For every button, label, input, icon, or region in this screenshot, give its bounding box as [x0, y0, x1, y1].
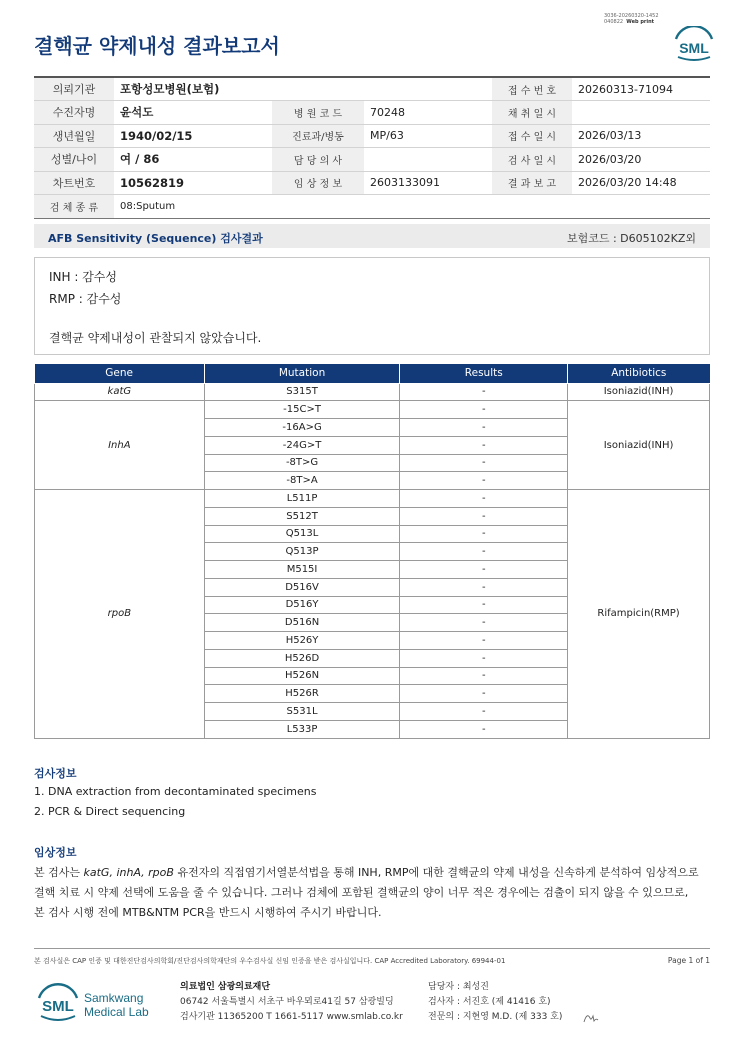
svg-text:SML: SML: [679, 40, 709, 56]
section-title: AFB Sensitivity (Sequence) 검사결과: [48, 232, 263, 245]
mutation-table: [34, 364, 710, 739]
svg-text:Samkwang: Samkwang: [84, 991, 144, 1005]
receipt-date: 2026/03/13: [572, 124, 710, 148]
mutation-cell: H526R: [204, 685, 400, 703]
label-requesting-org: 의뢰기관: [34, 77, 114, 101]
mutation-cell: Q513L: [204, 525, 400, 543]
result-cell: -: [400, 720, 568, 738]
test-info-item: 1. DNA extraction from decontaminated specimens: [34, 785, 317, 798]
result-cell: -: [400, 454, 568, 472]
org-name: 의료법인 삼광의료재단: [180, 982, 271, 992]
clinical-info-line: 본 검사 시행 전에 MTB&NTM PCR을 반드시 시행하여 주시기 바랍니다.: [34, 906, 382, 919]
result-report-date: 2026/03/20 14:48: [572, 171, 710, 195]
test-info-heading: 검사정보: [34, 767, 77, 780]
section-header: [34, 224, 710, 248]
result-cell: -: [400, 667, 568, 685]
sex-age: 여 / 86: [114, 148, 272, 172]
mutation-cell: L511P: [204, 490, 400, 508]
birth-date: 1940/02/15: [114, 124, 272, 148]
result-cell: -: [400, 632, 568, 650]
staff-info: [428, 980, 562, 1025]
label-physician: 담 당 의 사: [272, 148, 364, 172]
result-conclusion: 결핵균 약제내성이 관찰되지 않았습니다.: [49, 331, 262, 345]
test-date: 2026/03/20: [572, 148, 710, 172]
mutation-row: [35, 383, 710, 401]
report-title: 결핵균 약제내성 결과보고서: [34, 34, 280, 58]
page-number: Page 1 of 1: [667, 956, 710, 965]
mutation-cell: H526D: [204, 649, 400, 667]
hospital-code: 70248: [364, 101, 492, 125]
department: MP/63: [364, 124, 492, 148]
mutation-row: [35, 490, 710, 508]
mutation-cell: Q513P: [204, 543, 400, 561]
organization-info: [180, 980, 403, 1025]
label-receipt-no: 접 수 번 호: [492, 77, 572, 101]
result-cell: -: [400, 596, 568, 614]
physician: [364, 148, 492, 172]
label-test-date: 검 사 일 시: [492, 148, 572, 172]
mutation-table-body: [35, 383, 710, 738]
label-birth-date: 생년월일: [34, 124, 114, 148]
mutation-row: [35, 401, 710, 419]
gene-cell: katG: [35, 383, 205, 401]
insurance-code: 보험코드 : D605102KZ외: [566, 232, 696, 245]
label-clinical-info: 임 상 정 보: [272, 171, 364, 195]
mutation-cell: -8T>A: [204, 472, 400, 490]
label-chart-no: 차트번호: [34, 171, 114, 195]
collection-date: [572, 101, 710, 125]
result-cell: -: [400, 685, 568, 703]
header-results: Results: [400, 364, 568, 383]
inh-result: INH : 감수성: [49, 270, 117, 284]
result-cell: -: [400, 436, 568, 454]
mutation-cell: D516N: [204, 614, 400, 632]
result-cell: -: [400, 561, 568, 579]
label-sex-age: 성별/나이: [34, 148, 114, 172]
staff-specialist: 전문의 : 지현영 M.D. (제 333 호): [428, 1012, 563, 1022]
header-gene: Gene: [35, 364, 205, 383]
mutation-cell: H526N: [204, 667, 400, 685]
result-cell: -: [400, 649, 568, 667]
gene-cell: InhA: [35, 401, 205, 490]
mutation-cell: S315T: [204, 383, 400, 401]
requesting-org: 포항성모병원(보험): [114, 77, 492, 101]
mutation-cell: S512T: [204, 507, 400, 525]
test-info-item: 2. PCR & Direct sequencing: [34, 805, 186, 818]
label-result-report: 결 과 보 고: [492, 171, 572, 195]
mutation-cell: S531L: [204, 703, 400, 721]
gene-cell: rpoB: [35, 490, 205, 739]
mutation-cell: D516V: [204, 578, 400, 596]
sml-logo: [672, 26, 716, 62]
result-summary-box: [34, 257, 710, 355]
svg-text:SML: SML: [42, 998, 74, 1015]
header-antibiotics: Antibiotics: [568, 364, 710, 383]
patient-info-table: [34, 76, 710, 219]
result-cell: -: [400, 383, 568, 401]
result-cell: -: [400, 507, 568, 525]
antibiotic-cell: Rifampicin(RMP): [568, 490, 710, 739]
org-address: 06742 서울특별시 서초구 바우뫼로41길 57 삼광빌딩: [180, 997, 394, 1007]
mutation-cell: -15C>T: [204, 401, 400, 419]
mutation-cell: -16A>G: [204, 419, 400, 437]
clinical-info-heading: 임상정보: [34, 846, 77, 859]
result-cell: -: [400, 578, 568, 596]
rmp-result: RMP : 감수성: [49, 292, 122, 306]
result-cell: -: [400, 401, 568, 419]
result-cell: -: [400, 490, 568, 508]
patient-name: 윤석도: [114, 101, 272, 125]
result-cell: -: [400, 543, 568, 561]
label-receipt-date: 접 수 일 시: [492, 124, 572, 148]
antibiotic-cell: Isoniazid(INH): [568, 401, 710, 490]
label-department: 진료과/병동: [272, 124, 364, 148]
mutation-cell: D516Y: [204, 596, 400, 614]
mutation-cell: -24G>T: [204, 436, 400, 454]
accreditation-note: 본 검사실은 CAP 인증 및 대한진단검사의학회/진단검사의학재단의 우수검사실 신임 인증을 받은 검사실입니다. CAP Accredited Laboratory. 69944-01: [34, 957, 506, 965]
signature-icon: [582, 1010, 602, 1024]
label-hospital-code: 병 원 코 드: [272, 101, 364, 125]
clinical-info-line: 본 검사는 katG, inhA, rpoB 유전자의 직접염기서열분석법을 통해 INH, RMP에 대한 결핵균의 약제 내성을 신속하게 분석하여 임상적으로: [34, 866, 699, 879]
org-contact: 검사기관 11365200 T 1661-5117 www.smlab.co.kr: [180, 1012, 403, 1022]
staff-in-charge: 담당자 : 최성진: [428, 982, 489, 992]
chart-no: 10562819: [114, 171, 272, 195]
label-patient-name: 수진자명: [34, 101, 114, 125]
result-cell: -: [400, 525, 568, 543]
footer-divider: [34, 948, 710, 949]
clinical-info-line: 결핵 치료 시 약제 선택에 도움을 줄 수 있습니다. 그러나 검체에 포함된 결핵균의 양이 너무 적은 경우에는 검출이 되지 않을 수 있으므로,: [34, 886, 689, 899]
print-code: 3036-20260320-1452 040822 Web print: [604, 13, 659, 25]
staff-tester: 검사자 : 서진호 (제 41416 호): [428, 997, 551, 1007]
result-cell: -: [400, 703, 568, 721]
result-cell: -: [400, 614, 568, 632]
label-specimen-type: 검 체 종 류: [34, 195, 114, 219]
header-mutation: Mutation: [204, 364, 400, 383]
result-cell: -: [400, 472, 568, 490]
mutation-cell: -8T>G: [204, 454, 400, 472]
receipt-no: 20260313-71094: [572, 77, 710, 101]
svg-text:Medical Lab: Medical Lab: [84, 1005, 149, 1019]
label-collection-date: 채 취 일 시: [492, 101, 572, 125]
result-cell: -: [400, 419, 568, 437]
mutation-cell: L533P: [204, 720, 400, 738]
antibiotic-cell: Isoniazid(INH): [568, 383, 710, 401]
mutation-cell: H526Y: [204, 632, 400, 650]
clinical-info: 2603133091: [364, 171, 492, 195]
specimen-type: 08:Sputum: [114, 195, 710, 219]
samkwang-logo: [36, 982, 156, 1026]
mutation-cell: M515I: [204, 561, 400, 579]
